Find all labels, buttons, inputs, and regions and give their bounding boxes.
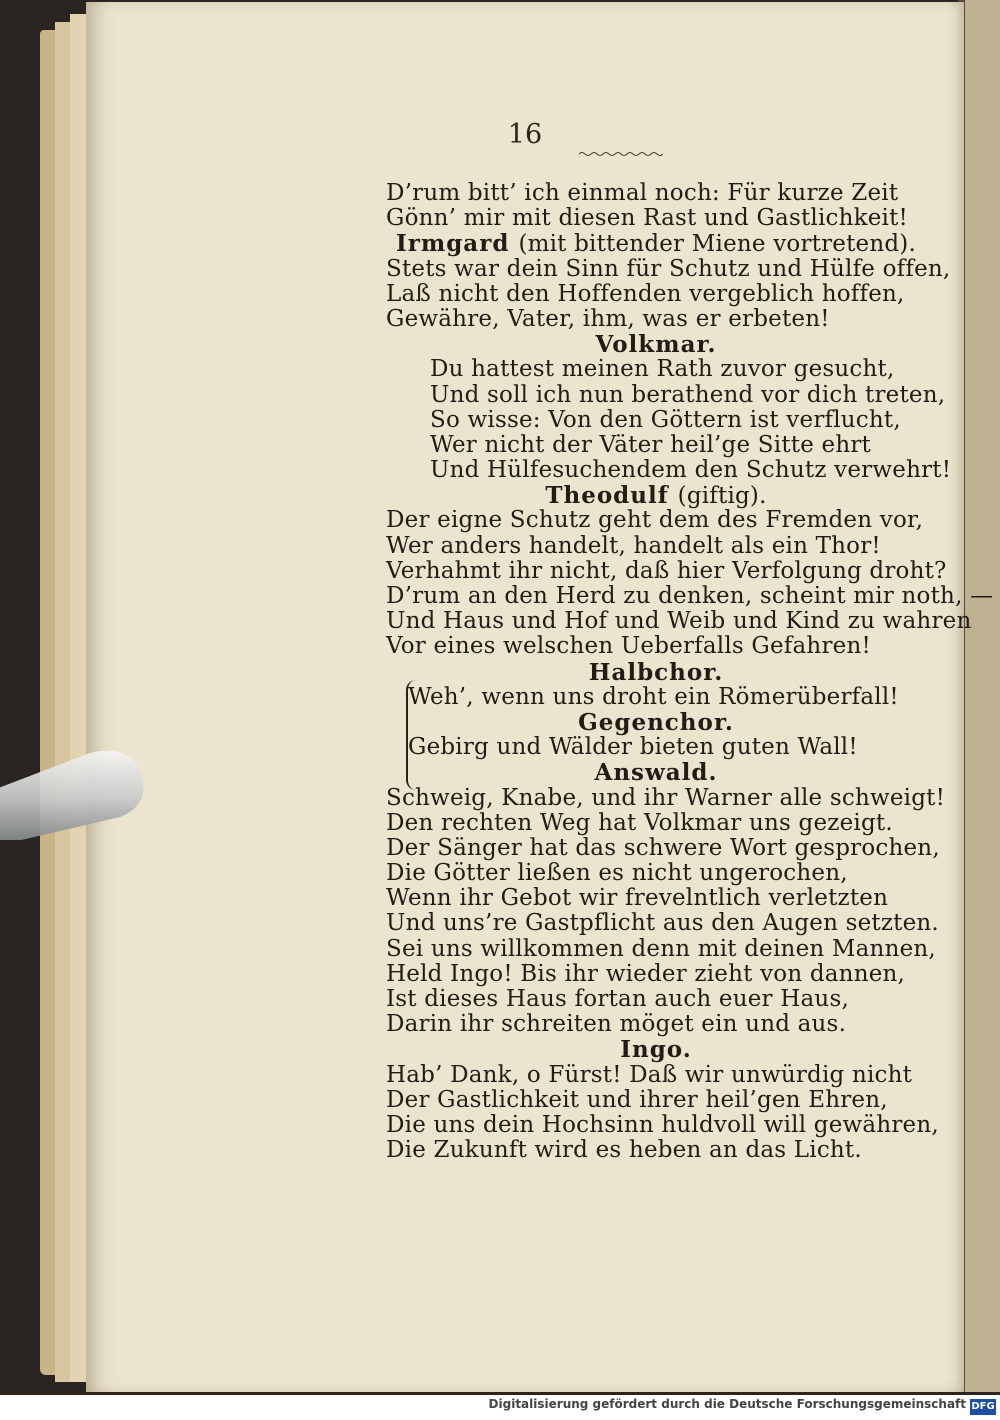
verse-text: Gewähre, Vater, ihm, was er erbeten!: [386, 305, 830, 332]
verse-line: [386, 962, 926, 987]
ornament-line: [579, 150, 663, 158]
verse-text: Gönn’ mir mit diesen Rast und Gastlichkeit!: [386, 205, 908, 232]
footer-credit: Digitalisierung gefördert durch die Deutsche Forschungsgemeinschaft: [488, 1397, 966, 1411]
verse-text: Gebirg und Wälder bieten guten Wall!: [408, 734, 858, 761]
verse-line: [386, 834, 940, 861]
verse-line: [386, 861, 926, 886]
verse-line: [386, 1088, 926, 1113]
verse-text: Und Hülfesuchendem den Schutz verwehrt!: [430, 457, 952, 484]
speaker-name: Irmgard: [396, 230, 510, 258]
chorus-brace: [406, 680, 422, 790]
verse-line: [386, 1012, 926, 1037]
verse-line: [386, 886, 926, 911]
verse-line: [386, 735, 926, 760]
verse-text: Hab’ Dank, o Fürst! Daß wir unwürdig nicht: [386, 1061, 913, 1088]
verse-text: Die Götter ließen es nicht ungerochen,: [386, 860, 848, 887]
verse-text: D’rum bitt’ ich einmal noch: Für kurze Zeit: [386, 180, 899, 206]
verse-text: Wer nicht der Väter heil’ge Sitte ehrt: [430, 431, 871, 458]
book-page: [86, 2, 994, 1392]
verse-line: [386, 557, 947, 584]
speaker-name: Halbchor.: [588, 658, 724, 686]
speaker-name: Answald.: [594, 759, 718, 787]
verse-text: Stets war dein Sinn für Schutz und Hülfe offen,: [386, 255, 951, 282]
glass-clamp: [0, 735, 155, 840]
verse-line: [386, 811, 926, 836]
verse-text: Darin ihr schreiten möget ein und aus.: [386, 1011, 847, 1038]
verse-text: Die Zukunft wird es heben an das Licht.: [386, 1137, 862, 1164]
speaker-heading: [386, 231, 926, 256]
verse-line: [386, 634, 926, 659]
verse-line: [386, 608, 972, 635]
verse-text: Verhahmt ihr nicht, daß hier Verfolgung droht?: [386, 557, 947, 584]
verse-text: Der Sänger hat das schwere Wort gesprochen,: [386, 834, 940, 861]
speaker-heading: [386, 332, 926, 357]
page-number: 16: [507, 119, 543, 150]
verse-line: [386, 910, 939, 937]
verse-line: [386, 381, 946, 408]
verse-line: [386, 457, 952, 484]
verse-line: [386, 357, 926, 382]
verse-line: [386, 255, 951, 282]
speaker-heading: [386, 710, 926, 735]
verse-text: Weh’, wenn uns droht ein Römerüberfall!: [408, 683, 899, 710]
speaker-heading: [386, 1037, 926, 1062]
verse-line: [386, 1063, 926, 1088]
verse-text: Der Gastlichkeit und ihrer heil’gen Ehren,: [386, 1086, 888, 1113]
verse-text: Wer anders handelt, handelt als ein Thor!: [386, 532, 881, 559]
verse-line: [386, 583, 994, 609]
verse-line: [386, 1138, 926, 1163]
speaker-name: Volkmar.: [595, 331, 717, 359]
verse-text: Und uns’re Gastpflicht aus den Augen setzten.: [386, 910, 939, 937]
verse-text: D’rum an den Herd zu denken, scheint mir noth, —: [386, 583, 994, 609]
speaker-heading: [386, 760, 926, 785]
verse-text: Der eigne Schutz geht dem des Fremden vor,: [386, 507, 924, 534]
verse-text: Die uns dein Hochsinn huldvoll will gewähren,: [386, 1111, 939, 1138]
footer-bar: [0, 1395, 1000, 1420]
verse-line: [386, 307, 926, 332]
verse-block: [386, 180, 994, 1164]
verse-line: [386, 784, 946, 811]
speaker-name: Ingo.: [620, 1036, 692, 1064]
verse-line: [386, 935, 936, 962]
verse-text: Wenn ihr Gebot wir frevelntlich verletzten: [386, 885, 889, 912]
dfg-logo: DFG: [970, 1399, 996, 1415]
verse-text: Und soll ich nun berathend vor dich treten,: [430, 381, 946, 408]
stage-direction: (mit bittender Miene vortretend).: [518, 231, 916, 258]
verse-line: [386, 987, 926, 1012]
verse-text: Held Ingo! Bis ihr wieder zieht von dannen,: [386, 960, 906, 987]
verse-text: Du hattest meinen Rath zuvor gesucht,: [430, 356, 895, 383]
verse-text: Schweig, Knabe, und ihr Warner alle schweigt!: [386, 784, 946, 811]
verse-line: [386, 408, 926, 433]
speaker-heading: [386, 660, 926, 685]
verse-line: [386, 181, 926, 206]
facing-page: [965, 0, 1000, 1392]
verse-line: [386, 534, 926, 559]
verse-text: Ist dieses Haus fortan auch euer Haus,: [386, 986, 849, 1012]
verse-line: [386, 433, 926, 458]
verse-text: Den rechten Weg hat Volkmar uns gezeigt.: [386, 809, 893, 836]
speaker-name: Theodulf: [545, 482, 669, 510]
verse-line: [386, 282, 926, 307]
verse-text: Sei uns willkommen denn mit deinen Mannen,: [386, 935, 936, 962]
verse-line: [386, 1111, 939, 1138]
verse-line: [386, 206, 926, 231]
verse-line: [386, 508, 926, 533]
speaker-name: Gegenchor.: [578, 708, 734, 736]
verse-text: Und Haus und Hof und Weib und Kind zu wahren: [386, 608, 972, 635]
stage-direction: (giftig).: [677, 483, 767, 510]
speaker-heading: [386, 483, 926, 508]
verse-line: [386, 685, 926, 710]
verse-text: Vor eines welschen Ueberfalls Gefahren!: [386, 633, 871, 660]
verse-text: So wisse: Von den Göttern ist verflucht,: [430, 406, 901, 433]
verse-text: Laß nicht den Hoffenden vergeblich hoffen,: [386, 280, 905, 307]
